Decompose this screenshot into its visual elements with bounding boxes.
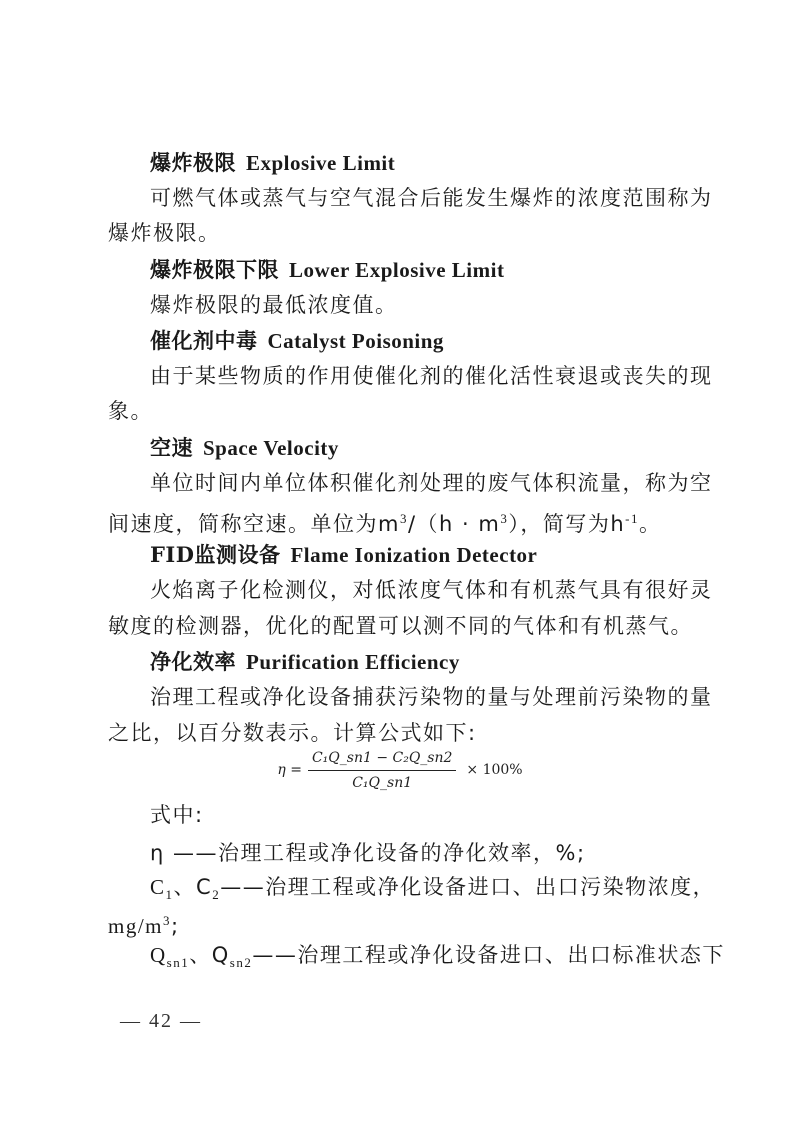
- definition-flow: [150, 940, 725, 978]
- page-number: — 42 —: [120, 1010, 202, 1032]
- superscript: 3: [163, 913, 172, 928]
- term-heading-purification-efficiency: [150, 647, 710, 677]
- term-zh: 净化效率: [150, 649, 236, 674]
- definition-concentration-unit: [108, 906, 708, 941]
- subscript: sn1: [166, 955, 190, 971]
- text-run: 、C: [173, 875, 213, 899]
- text-run: ;: [171, 914, 180, 938]
- term-heading-space-velocity: [150, 433, 710, 463]
- term-en: Flame Ionization Detector: [290, 543, 538, 567]
- fraction-bar: [308, 770, 456, 771]
- subscript: 2: [212, 887, 221, 903]
- formula-denominator: C₁Q_sn1: [352, 774, 413, 791]
- text-run: ——治理工程或净化设备进口、出口标准状态下: [252, 943, 725, 967]
- paragraph-line: 之比，以百分数表示。计算公式如下:: [108, 721, 477, 745]
- formula-lhs: η =: [277, 762, 302, 778]
- definition-eta: η ——治理工程或净化设备的净化效率，%;: [150, 841, 586, 865]
- text-run: ），简写为h: [508, 512, 626, 536]
- subscript: 1: [165, 887, 174, 903]
- subscript: sn2: [229, 955, 253, 971]
- superscript: 3: [500, 511, 509, 526]
- paragraph-line: 敏度的检测器，优化的配置可以测不同的气体和有机蒸气。: [108, 614, 693, 638]
- paragraph-line: 爆炸极限。: [108, 221, 221, 245]
- paragraph-line: 可燃气体或蒸气与空气混合后能发生爆炸的浓度范围称为: [150, 186, 713, 210]
- term-heading-explosive-limit: [150, 148, 710, 178]
- term-en: Lower Explosive Limit: [289, 258, 505, 282]
- term-en: Purification Efficiency: [246, 650, 460, 674]
- text-run: C: [150, 875, 166, 899]
- term-zh: 催化剂中毒: [150, 328, 258, 353]
- text-run: ——治理工程或净化设备进口、出口污染物浓度，: [220, 875, 716, 899]
- text-run: mg/m: [108, 914, 164, 938]
- term-heading-lower-explosive-limit: [150, 255, 710, 285]
- definition-concentration: [150, 872, 716, 910]
- formula-fraction: [308, 749, 456, 792]
- term-heading-fid: [150, 540, 710, 570]
- superscript: -1: [625, 511, 639, 526]
- term-en: Explosive Limit: [246, 151, 396, 175]
- term-zh: 空速: [150, 435, 193, 460]
- term-en: Space Velocity: [203, 436, 339, 460]
- paragraph-line: 式中:: [150, 803, 204, 827]
- term-heading-catalyst-poisoning: [150, 326, 710, 356]
- text-run: 间速度，简称空速。单位为m: [108, 512, 400, 536]
- term-zh: 爆炸极限下限: [150, 257, 279, 282]
- paragraph-line: [108, 504, 708, 539]
- formula-factor: × 100%: [466, 762, 523, 778]
- paragraph-line: 治理工程或净化设备捕获污染物的量与处理前污染物的量: [150, 685, 713, 709]
- term-en: Catalyst Poisoning: [267, 329, 444, 353]
- paragraph-line: 由于某些物质的作用使催化剂的催化活性衰退或丧失的现: [150, 364, 713, 388]
- text-run: 、Q: [189, 943, 230, 967]
- paragraph-line: 单位时间内单位体积催化剂处理的废气体积流量，称为空: [150, 471, 713, 495]
- efficiency-formula: [0, 742, 800, 798]
- text-run: 。: [639, 512, 662, 536]
- paragraph-line: 火焰离子化检测仪，对低浓度气体和有机蒸气具有很好灵: [150, 578, 713, 602]
- paragraph-line: 象。: [108, 399, 153, 423]
- text-run: Q: [150, 943, 167, 967]
- formula-numerator: C₁Q_sn1 − C₂Q_sn2: [311, 749, 453, 766]
- text-run: /（h · m: [407, 512, 501, 536]
- term-zh: 爆炸极限: [150, 150, 236, 175]
- superscript: 3: [399, 511, 408, 526]
- paragraph-line: 爆炸极限的最低浓度值。: [150, 293, 398, 317]
- term-zh: FID监测设备: [150, 542, 281, 567]
